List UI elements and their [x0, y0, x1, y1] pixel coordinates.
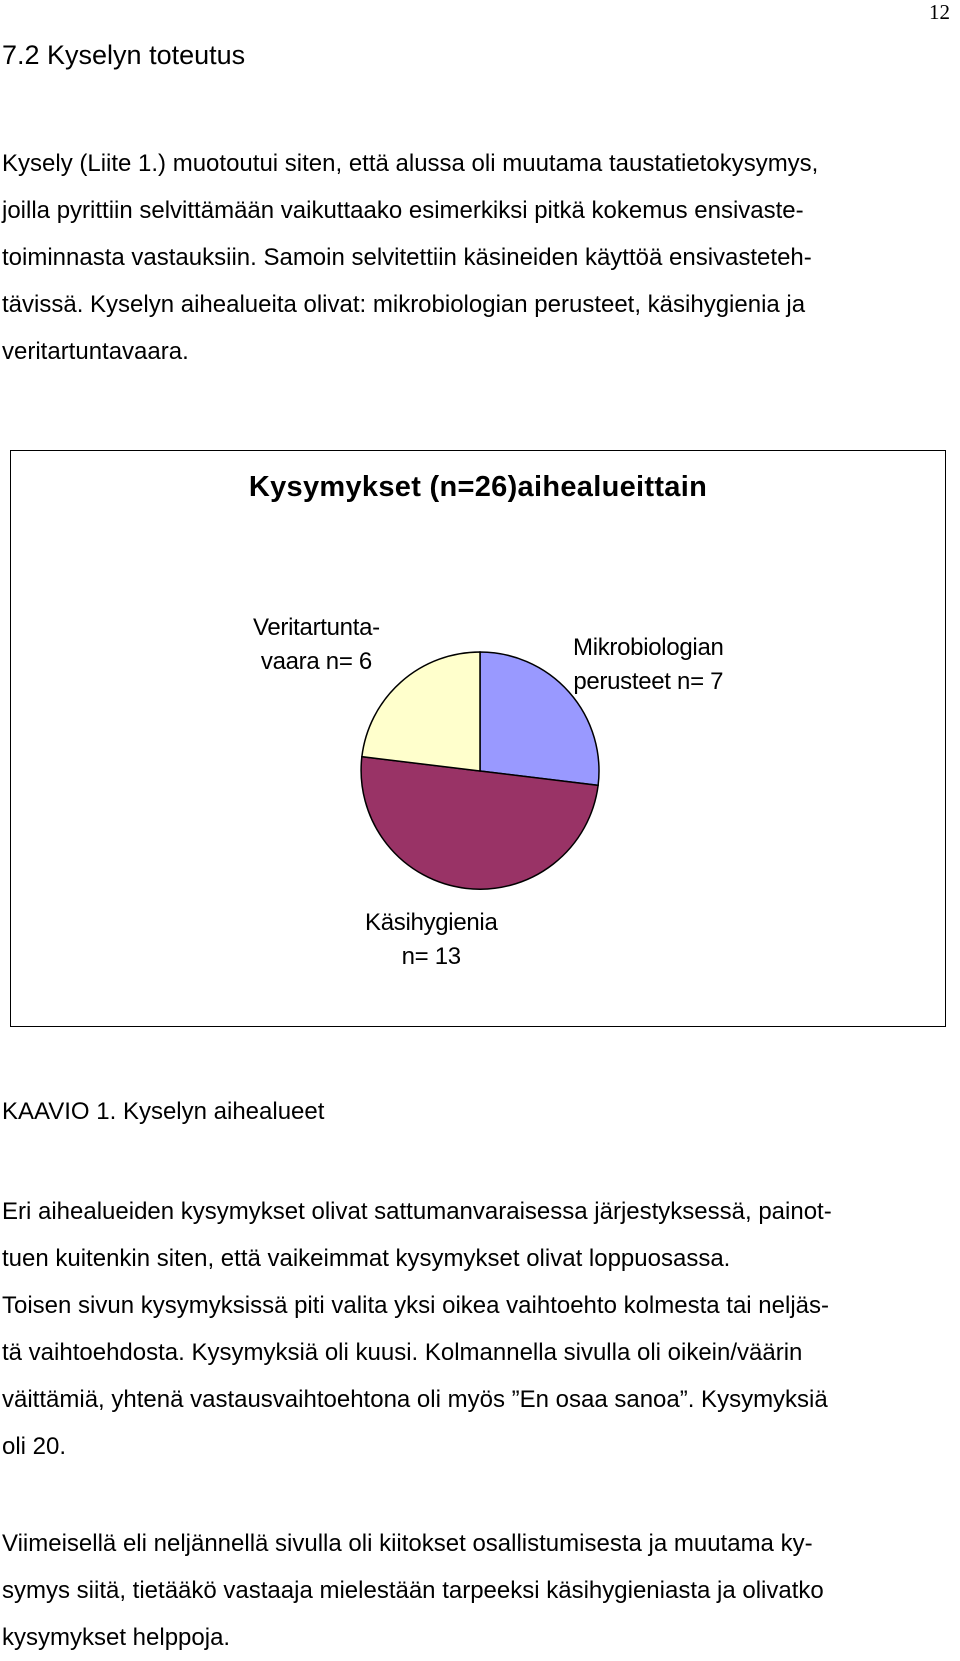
- slice-label-line: vaara n= 6: [260, 648, 372, 675]
- paragraph-line: joilla pyrittiin selvittämään vaikuttaako esimerkiksi pitkä kokemus ensivaste-: [2, 197, 804, 224]
- page-number: 12: [929, 0, 950, 24]
- paragraph-line: tä vaihtoehdosta. Kysymyksiä oli kuusi. Kolmannella sivulla oli oikein/väärin: [2, 1339, 803, 1366]
- chart-title: Kysymykset (n=26)aihealueittain: [248, 471, 708, 503]
- paragraph-line: Viimeisellä eli neljännellä sivulla oli kiitokset osallistumisesta ja muutama ky-: [2, 1530, 813, 1557]
- slice-label-line: perusteet n= 7: [573, 668, 724, 695]
- paragraph-line: Kysely (Liite 1.) muotoutui siten, että alussa oli muutama taustatietokysymys,: [2, 150, 819, 177]
- slice-label-line: Veritartunta-: [253, 614, 380, 641]
- closing-paragraph: [2, 1520, 942, 1661]
- slice-label-mikrobiologia: [573, 631, 724, 699]
- paragraph-line: veritartuntavaara.: [2, 338, 189, 365]
- slice-label-veritartuntavaara: [253, 611, 380, 679]
- paragraph-line: symys siitä, tietääkö vastaaja mielestään tarpeeksi käsihygieniasta ja olivatko: [2, 1577, 824, 1604]
- slice-label-line: Mikrobiologian: [573, 634, 724, 661]
- slice-label-kasihygienia: [365, 906, 498, 974]
- paragraph-line: väittämiä, yhtenä vastausvaihtoehtona oli myös ”En osaa sanoa”. Kysymyksiä: [2, 1386, 828, 1413]
- slice-label-line: Käsihygienia: [365, 909, 498, 936]
- paragraph-line: tävissä. Kyselyn aihealueita olivat: mikrobiologian perusteet, käsihygienia ja: [2, 291, 806, 318]
- slice-label-line: n= 13: [401, 943, 461, 970]
- paragraph-line: Eri aihealueiden kysymykset olivat sattumanvaraisessa järjestyksessä, painot-: [2, 1198, 832, 1225]
- paragraph-line: toiminnasta vastauksiin. Samoin selvitettiin käsineiden käyttöä ensivasteteh-: [2, 244, 812, 271]
- intro-paragraph: [2, 140, 942, 375]
- chart-caption: KAAVIO 1. Kyselyn aihealueet: [2, 1098, 325, 1125]
- paragraph-line: oli 20.: [2, 1433, 67, 1460]
- paragraph-line: Toisen sivun kysymyksissä piti valita yksi oikea vaihtoehto kolmesta tai neljäs-: [2, 1292, 830, 1319]
- section-heading: 7.2 Kyselyn toteutus: [2, 40, 246, 70]
- paragraph-line: kysymykset helppoja.: [2, 1624, 231, 1651]
- question-structure-paragraph: [2, 1188, 942, 1470]
- paragraph-line: tuen kuitenkin siten, että vaikeimmat kysymykset olivat loppuosassa.: [2, 1245, 731, 1272]
- pie-chart: [10, 450, 946, 1027]
